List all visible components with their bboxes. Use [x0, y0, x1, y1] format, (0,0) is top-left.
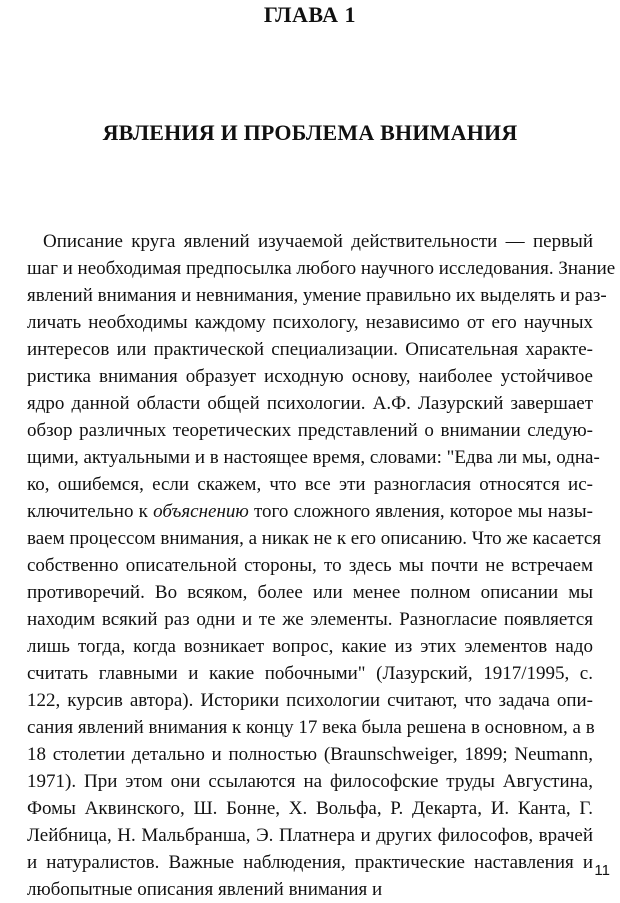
text-line: 122, курсив автора). Историки психологии считают, что задача опи-	[27, 690, 593, 711]
text-line: 18 столетии детально и полностью (Braunschweiger, 1899; Neumann,	[27, 744, 593, 765]
text-line: шаг и необходимая предпосылка любого научного исследования. Знание	[27, 258, 616, 279]
chapter-title: ЯВЛЕНИЯ И ПРОБЛЕМА ВНИМАНИЯ	[102, 120, 518, 145]
text-line: лишь тогда, когда возникает вопрос, какие из этих элементов надо	[27, 636, 593, 657]
text-line: ядро данной области общей психологии. А.Ф. Лазурский завершает	[27, 393, 593, 414]
text-line: находим всякий раз одни и те же элементы. Разногласие появляется	[27, 609, 593, 630]
text-line: личать необходимы каждому психологу, независимо от его научных	[27, 312, 593, 333]
text-line: сания явлений внимания к концу 17 века была решена в основном, а в	[27, 717, 595, 738]
emphasized-word: объяснению	[153, 501, 249, 522]
text-line: ваем процессом внимания, а никак не к его описанию. Что же касается	[27, 528, 602, 549]
text-line: ко, ошибемся, если скажем, что все эти разногласия относятся ис-	[27, 474, 593, 495]
text-line: ристика внимания образует исходную основу, наиболее устойчивое	[27, 366, 593, 387]
text-line: ключительно к объяснению того сложного явления, которое мы назы-	[27, 501, 593, 522]
text-line: Описание круга явлений изучаемой действительности — первый	[43, 231, 593, 252]
text-line: Фомы Аквинского, Ш. Бонне, Х. Вольфа, Р. Декарта, И. Канта, Г.	[27, 798, 593, 819]
text-line: любопытные описания явлений внимания и	[27, 879, 383, 900]
text-line: противоречий. Во всяком, более или менее полном описании мы	[27, 582, 593, 603]
text-line: обзор различных теоретических представлений о внимании следую-	[27, 420, 593, 441]
text-line: и натуралистов. Важные наблюдения, практические наставления и	[27, 852, 593, 873]
chapter-label: ГЛАВА 1	[263, 2, 357, 27]
text-line: Лейбница, Н. Мальбранша, Э. Платнера и других философов, врачей	[27, 825, 593, 846]
text-line: 1971). При этом они ссылаются на философские труды Августина,	[27, 771, 593, 792]
text-line: собственно описательной стороны, то здесь мы почти не встречаем	[27, 555, 593, 576]
text-line: считать главными и какие побочными" (Лазурский, 1917/1995, с.	[27, 663, 593, 684]
page-number: 11	[594, 862, 610, 879]
text-line: щими, актуальными и в настоящее время, словами: "Едва ли мы, одна-	[27, 447, 600, 468]
text-line: интересов или практической специализации. Описательная характе-	[27, 339, 593, 360]
text-line: явлений внимания и невнимания, умение правильно их выделять и раз-	[27, 285, 607, 306]
